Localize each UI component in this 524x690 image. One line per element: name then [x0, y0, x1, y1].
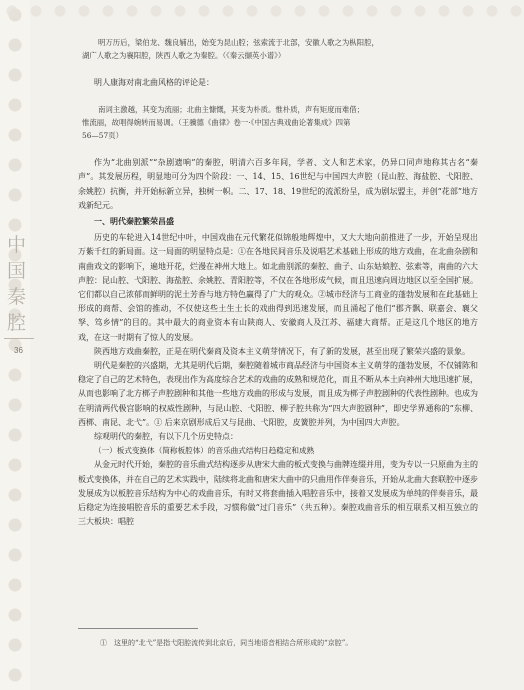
- side-title-char: 中: [6, 234, 27, 256]
- side-book-title: [6, 232, 28, 336]
- paragraph: 作为“北曲别派”“杂剧遗响”的秦腔，明清六百多年间，学者、文人和艺术家，仍异口同声地称其古名“秦声”。其发展历程，明显地可分为四个阶段：一、14、15、16世纪与中国四大声腔（昆山腔、海盐腔、弋阳腔、余姚腔）抗衡，并开始标新立异，独树一帜。二、17、18、19世纪的流派纷呈，成为剧坛盟主，并创“花部”地方戏新纪元。: [78, 158, 478, 210]
- quote-line: 明万历后，梁伯龙、魏良辅出，始变为昆山腔；弦索流于北部，安徽人歌之为枞阳腔，: [98, 38, 379, 47]
- side-title-char: 秦: [6, 286, 27, 308]
- quote-line: 南词主激越，其变为流丽；北曲主慷慨，其变为朴质。惟朴质，声有矩度而难借；: [98, 105, 365, 115]
- section-heading: 一、明代秦腔繁荣昌盛: [94, 217, 174, 227]
- paragraph: 综观明代的秦腔，有以下几个历史特点：: [94, 432, 238, 442]
- paragraph: 陕西地方戏曲秦腔，正是在明代秦商及资本主义萌芽情况下，有了新的发展，甚至出现了繁荣兴盛的景象。: [94, 346, 470, 356]
- quote-line: 56—57页）: [82, 131, 123, 141]
- quote-line: 惟流丽，故唱得婉转而易调。（王骥德《曲律》卷一·《中国古典戏曲论著集成》四第: [82, 118, 351, 128]
- block-quote: [78, 103, 478, 142]
- decorative-border: [0, 0, 30, 690]
- footnote: ① 这里的“北弋”是指弋阳腔流传到北京后，同当地语音相结合所形成的“京腔”。: [100, 639, 353, 647]
- side-divider: [4, 338, 34, 339]
- subsection-heading: （一）板式变换体（简称板腔体）的音乐曲式结构日趋稳定和成熟: [94, 446, 315, 456]
- decorative-top-strip: [0, 0, 524, 22]
- main-text: [78, 36, 478, 529]
- side-title-char: 腔: [6, 312, 27, 334]
- paragraph: 从金元时代开始，秦腔的音乐曲式结构逐步从唐宋大曲的板式变换与曲牌连缀并用，变为专以一只原曲为主的板式变换体，并在自己的艺术实践中，陆续将北曲和唐宋大曲中的只曲用作伴奏音乐，开始从北曲大套联腔中逐步发展成为以板腔音乐结构为中心的戏曲音乐，有时又将套曲插入唱腔音乐中，接着又发展成为单纯的伴奏音乐，最后稳定为连接唱腔音乐的重要艺术手段，习惯称做“过门音乐”（共五种）。秦腔戏曲音乐的相互联系又相互独立的三大板块：唱腔: [78, 460, 478, 527]
- quote-line: 湖广人歌之为襄阳腔，陕西人歌之为秦腔。（《秦云撷英小谱》）: [82, 51, 286, 60]
- page-number: 36: [14, 346, 23, 355]
- block-quote: [78, 36, 478, 62]
- paragraph: 明人康海对南北曲风格的评论是：: [94, 78, 214, 87]
- side-title-char: 国: [6, 260, 27, 282]
- paragraph: 明代是秦腔的兴盛期，尤其是明代后期，秦腔随着城市商品经济与中国资本主义萌芽的蓬勃发展，不仅铺陈和稳定了自己的艺术特色，表现出作为高度综合艺术的戏曲的成熟和规范化，而且不断从本土向神州大地迅速扩展，从而也影响了北方梆子声腔剧种和其他一些地方戏曲的形成与发展，而且成为梆子声腔剧种的代表性剧种。也成为在明清两代极宫影响的权威性剧种，与昆山腔、弋阳腔、柳子腔共称为“四大声腔剧种”，即史学界通称的“东柳、西梆、南昆、北弋”。① 后来京剧形成后又与昆曲、弋阳腔，皮簧腔并列，为中国四大声腔。: [78, 361, 478, 427]
- footnote-divider: [78, 628, 198, 629]
- paragraph: 历史的车轮进入14世纪中叶，中国戏曲在元代繁花似锦般地辉煌中，又大大地向前推进了一步，开始呈现出万紫千红的新局面。这一局面的明显特点是：①在各地民间音乐及说唱艺术基础上形成的地方戏曲，在北曲杂剧和南曲戏文的影响下，遍地开花，烂漫在神州大地上。如北曲别派的秦腔、曲子、山东姑娘腔、弦索等，南曲的六大声腔：昆山腔、弋阳腔、海盐腔、余姚腔、青阳腔等，不仅在各地形成气候，而且迅速向周边地区以至全国扩展。它们都以自己浓郁而鲜明的泥土芳香与地方特色赢得了广大的观众。②城市经济与工商业的蓬勃发展和在此基础上形成的商帮、会馆的推动，不仅使这些土生土长的戏曲得到迅速发展，而且涌起了他们“郡齐飘、联嘉会、襄父孥、笃乡情”的目的。其中最大的商业资本有山陕商人、安徽商人及江苏、福建大商帮。正是这几个地区的地方戏，在这一时期有了惊人的发展。: [78, 233, 478, 342]
